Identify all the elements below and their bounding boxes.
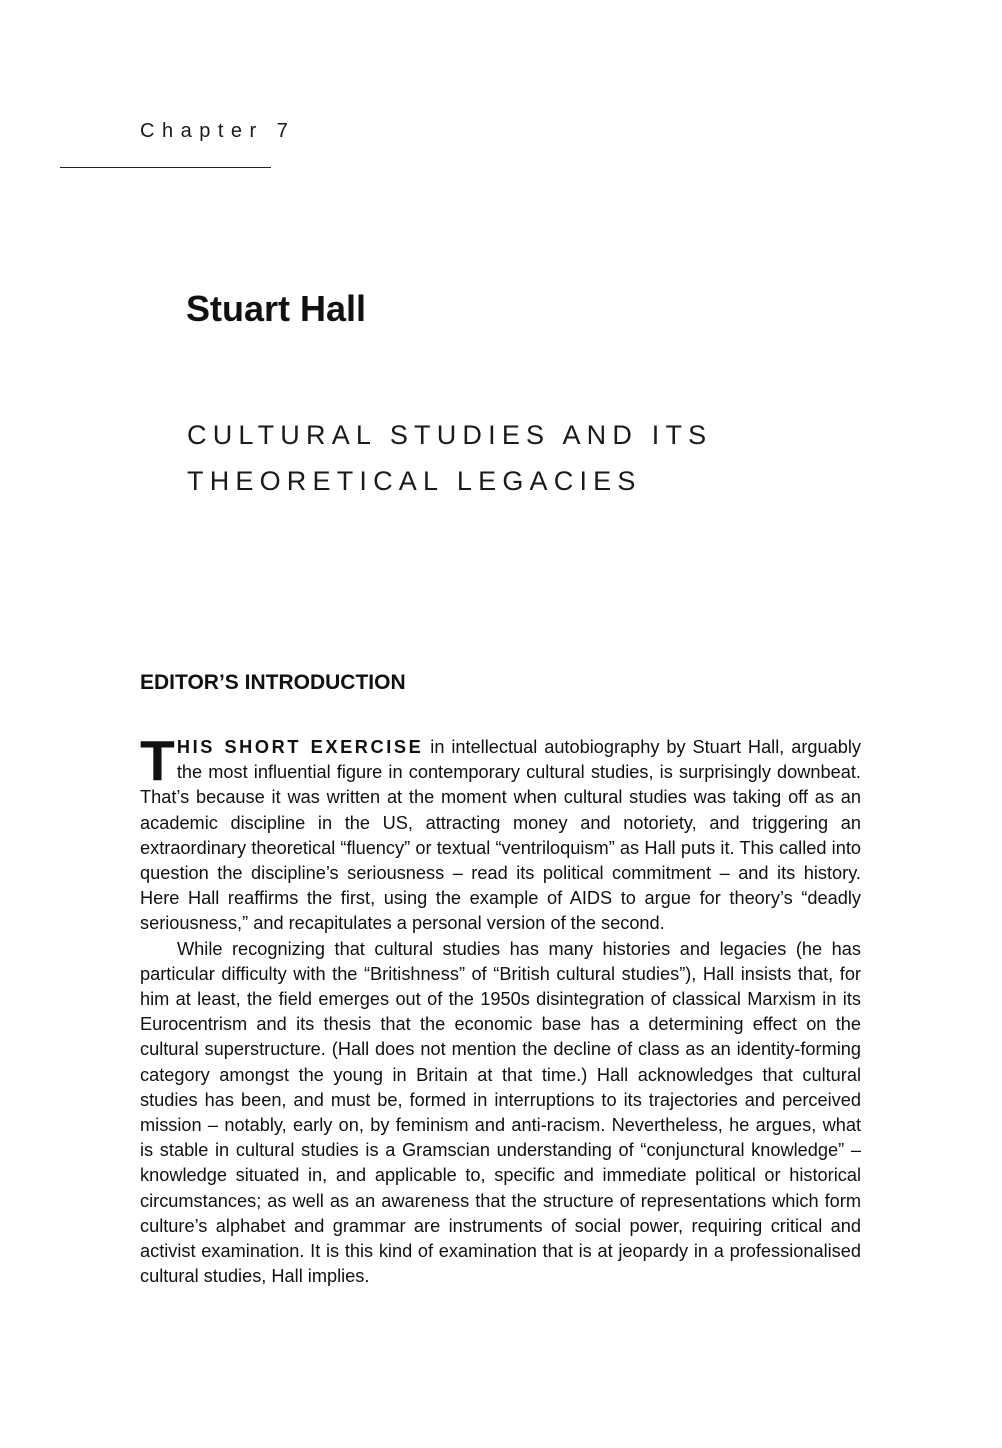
editor-introduction-body: [140, 729, 861, 1289]
intro-paragraph-1: [140, 729, 861, 937]
chapter-title-line-1: CULTURAL STUDIES AND ITS: [187, 420, 713, 450]
paragraph-1-text: in intellectual autobiography by Stuart Hall, arguably the most influential figure in contemporary cultural studies, is surprisingly downbeat. That’s because it was written at the moment when cultural studies was taking off as an academic discipline in the US, attracting money and notoriety, and triggering an extraordinary theoretical “fluency” or textual “ventriloquism” as Hall puts it. This called into question the discipline’s seriousness – read its political commitment – and its history. Here Hall reaffirms the first, using the example of AIDS to argue for theory’s “deadly seriousness,” and recapitulates a personal version of the second.: [140, 737, 861, 934]
author-name: Stuart Hall: [186, 288, 367, 329]
chapter-label: Chapter 7: [140, 120, 296, 142]
chapter-title: [187, 412, 712, 504]
section-heading: EDITOR’S INTRODUCTION: [140, 671, 406, 694]
drop-cap: T: [140, 729, 175, 793]
chapter-divider: [60, 167, 271, 168]
chapter-title-line-2: THEORETICAL LEGACIES: [187, 466, 642, 496]
intro-paragraph-2: While recognizing that cultural studies has many histories and legacies (he has particular difficulty with the “Britishness” of “British cultural studies”), Hall insists that, for him at least, the field emerges out of the 1950s disintegration of classical Marxism in its Eurocentrism and its thesis that the economic base has a determining effect on the cultural superstructure. (Hall does not mention the decline of class as an identity-forming category amongst the young in Britain at that time.) Hall acknowledges that cultural studies has been, and must be, formed in interruptions to its trajectories and perceived mission – notably, early on, by feminism and anti-racism. Nevertheless, he argues, what is stable in cultural studies is a Gramscian understanding of “conjunctural knowledge” – knowledge situated in, and applicable to, specific and immediate political or historical circumstances; as well as an awareness that the structure of representations which form culture’s alphabet and grammar are instruments of social power, requiring critical and activist examination. It is this kind of examination that is at jeopardy in a professionalised cultural studies, Hall implies.: [140, 938, 861, 1287]
lead-in-text: HIS SHORT EXERCISE: [176, 737, 424, 757]
